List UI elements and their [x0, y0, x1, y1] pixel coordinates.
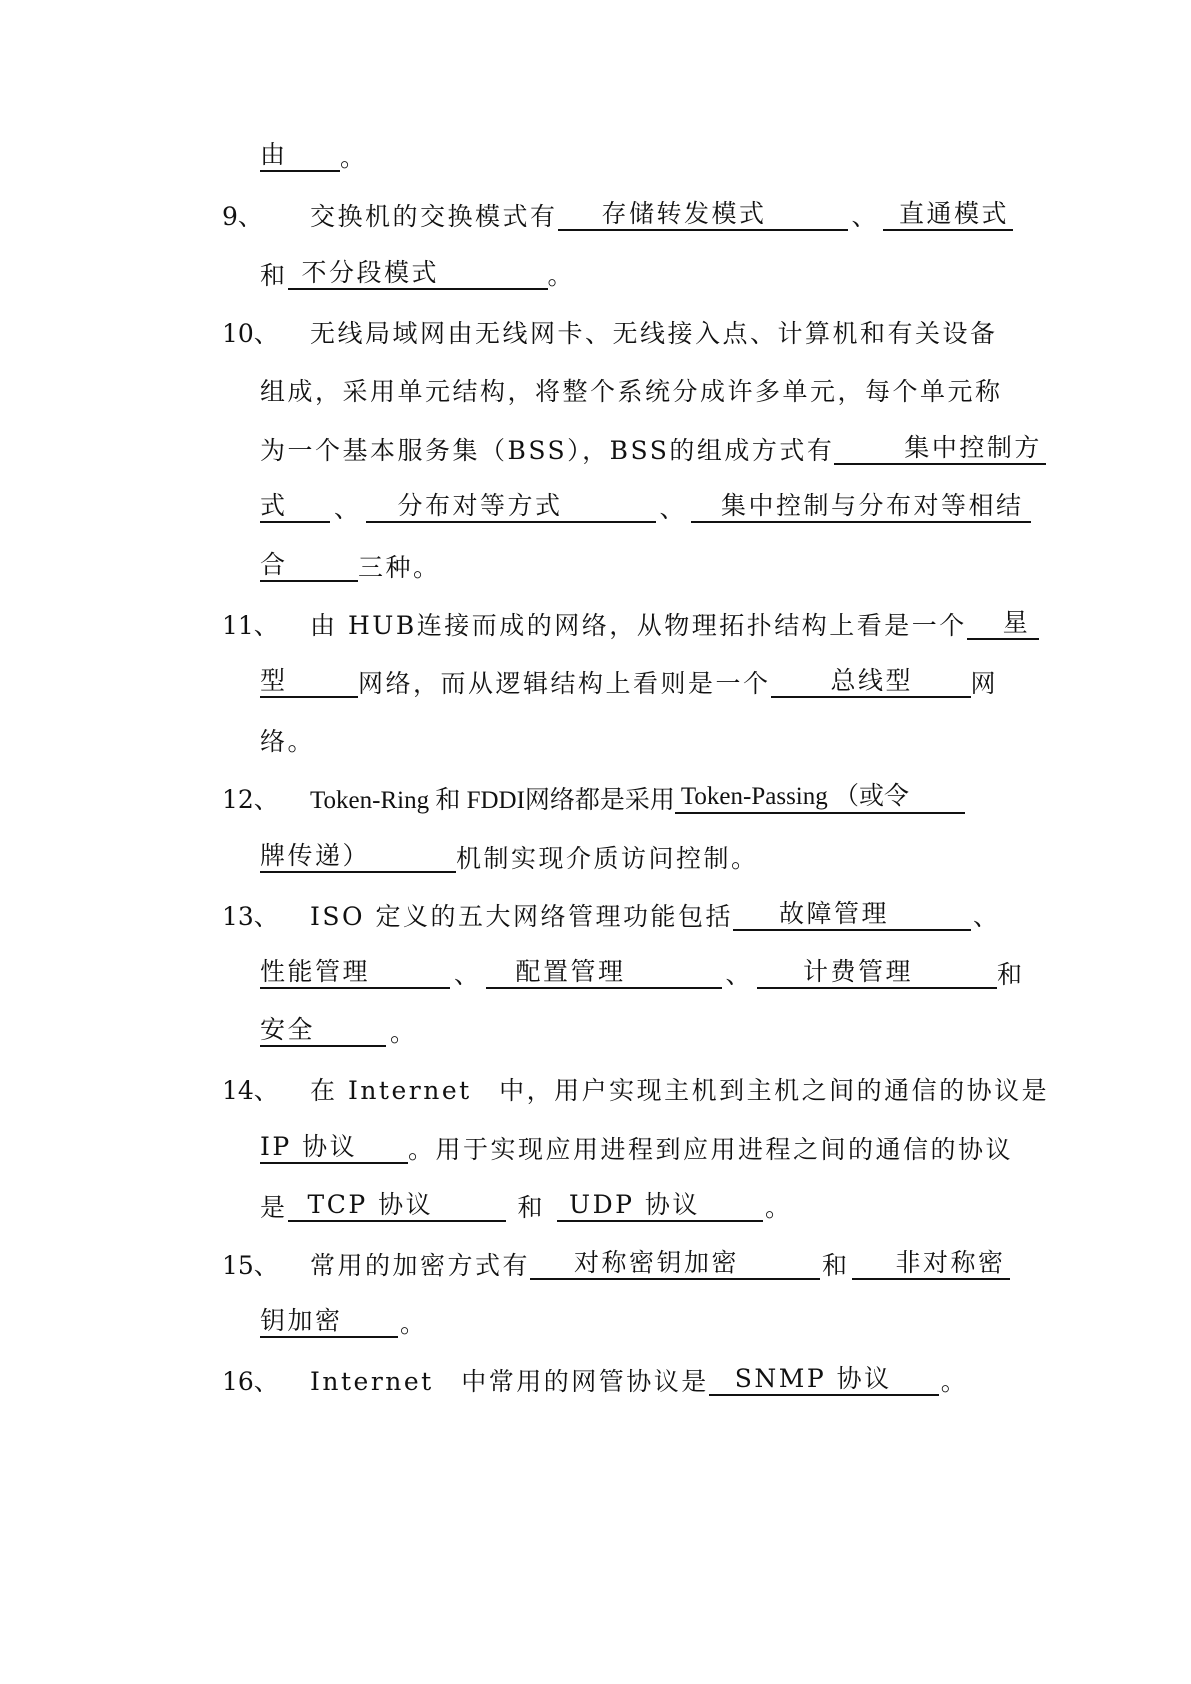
q12-blank-1: Token-Passing （或令 [675, 780, 965, 814]
q11-blank-1-cont: 型 [260, 664, 358, 698]
q10-blank-3: 集中控制与分布对等相结 [691, 489, 1031, 523]
q10-number: 10、 [222, 319, 279, 348]
q16-blank-1: SNMP 协议 [709, 1362, 939, 1396]
q9-number: 9、 [222, 202, 263, 231]
q9-blank-1: 存储转发模式 [558, 197, 848, 231]
q13-blank-4: 计费管理 [757, 955, 997, 989]
q12-number: 12、 [222, 785, 279, 814]
q10-line-1: 10、 无线局域网由无线网卡、无线接入点、计算机和有关设备 [222, 314, 1015, 354]
q13-line-2: 性能管理 、 配置管理 、 计费管理 和 [260, 957, 1025, 989]
q14-blank-1: IP 协议 [260, 1130, 408, 1164]
q13-line-3: 安全 。 [260, 1015, 418, 1047]
q14-blank-3: UDP 协议 [557, 1188, 763, 1222]
q11-line-2: 型 网络，而从逻辑结构上看则是一个 总线型 网 [260, 666, 999, 698]
q10-blank-3-cont: 合 [260, 548, 358, 582]
q11-line-3: 络。 [260, 727, 316, 756]
q15-line-2: 钥加密 。 [260, 1306, 428, 1338]
q14-blank-2: TCP 协议 [288, 1188, 506, 1222]
q16-line-1: 16、 Internet 中常用的网管协议是 SNMP 协议 。 [222, 1362, 1015, 1402]
q13-blank-2: 性能管理 [260, 955, 450, 989]
q16-number: 16、 [222, 1367, 279, 1396]
q11-number: 11、 [222, 611, 279, 640]
q9-line-1: 9、 交换机的交换模式有 存储转发模式 、 直通模式 [222, 197, 1015, 237]
q12-line-2: 牌传递） 机制实现介质访问控制。 [260, 841, 759, 873]
q8-line: 由 。 [260, 140, 368, 172]
q11-blank-1: 星 [967, 606, 1039, 640]
q13-blank-3: 配置管理 [486, 955, 722, 989]
q13-line-1: 13、 ISO 定义的五大网络管理功能包括 故障管理 、 [222, 897, 1015, 937]
q15-blank-2-cont: 钥加密 [260, 1304, 398, 1338]
q10-line-3: 为一个基本服务集（BSS），BSS的组成方式有 集中控制方 [260, 431, 1015, 471]
q13-blank-5: 安全 [260, 1013, 386, 1047]
q13-blank-1: 故障管理 [733, 897, 971, 931]
q9-stem: 交换机的交换模式有 [310, 202, 558, 231]
q10-blank-2: 分布对等方式 [366, 489, 656, 523]
q11-line-1: 11、 由 HUB连接而成的网络，从物理拓扑结构上看是一个 星 [222, 606, 1015, 646]
q15-line-1: 15、 常用的加密方式有 对称密钥加密 和 非对称密 [222, 1246, 1015, 1286]
q11-blank-2: 总线型 [771, 664, 971, 698]
q15-blank-2: 非对称密 [852, 1246, 1010, 1280]
q12-blank-1-cont: 牌传递） [260, 839, 456, 873]
q10-line-5: 合 三种。 [260, 550, 441, 582]
q14-line-2: IP 协议 。用于实现应用进程到应用进程之间的通信的协议 [260, 1132, 1014, 1164]
q10-line-2: 组成，采用单元结构，将整个系统分成许多单元，每个单元称 [260, 377, 1003, 406]
q10-blank-1: 集中控制方 [834, 431, 1046, 465]
q14-line-1: 14、 在 Internet 中，用户实现主机到主机之间的通信的协议是 [222, 1071, 1015, 1111]
q12-line-1: 12、 Token-Ring 和 FDDI网络都是采用 Token-Passing （或令 [222, 780, 1015, 820]
q9-blank-2: 直通模式 [883, 197, 1013, 231]
q10-line-4: 式 、 分布对等方式 、 集中控制与分布对等相结 [260, 489, 1015, 529]
q14-line-3: 是 TCP 协议 和 UDP 协议 。 [260, 1190, 793, 1222]
q9-blank-3: 不分段模式 [288, 256, 548, 290]
q8-blank: 由 [260, 138, 340, 172]
q13-number: 13、 [222, 902, 279, 931]
q14-number: 14、 [222, 1076, 279, 1105]
q9-line-2: 和 不分段模式 。 [260, 258, 576, 290]
q15-number: 15、 [222, 1251, 279, 1280]
q15-blank-1: 对称密钥加密 [530, 1246, 820, 1280]
q10-blank-1-cont: 式 [260, 489, 330, 523]
